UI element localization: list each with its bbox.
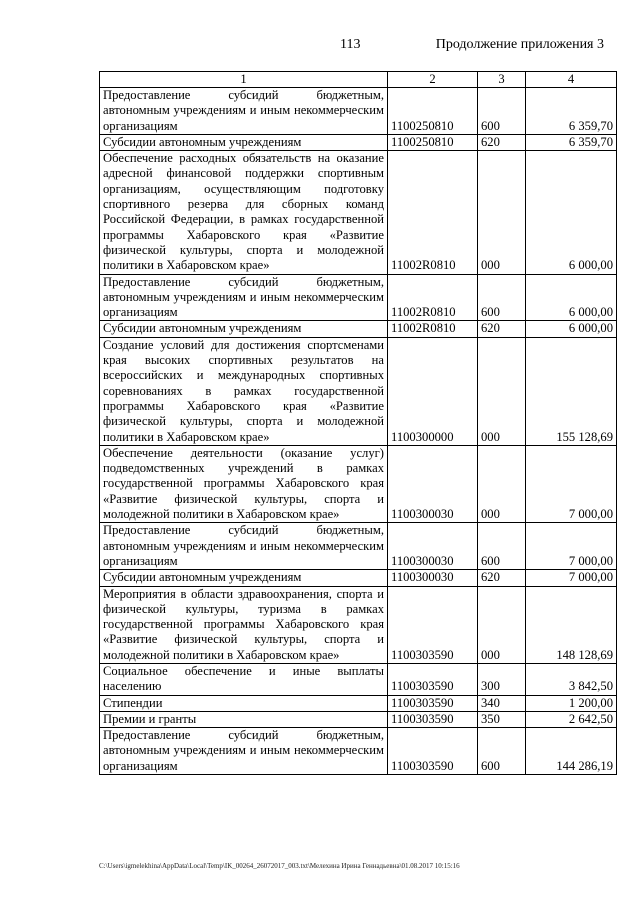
expense-name-cell: Субсидии автономным учреждениям (100, 134, 388, 150)
table-row (100, 337, 617, 445)
expense-type-code-cell: 350 (478, 711, 526, 727)
page-number: 113 (340, 37, 361, 52)
expense-name-cell: Мероприятия в области здравоохранения, спорта и физической культуры, туризма в рамках государственной программы Хабаровского края «Развитие физической культуры, спорта и молодежной политики в Хабаровском крае» (100, 586, 388, 663)
target-article-code-cell: 11002R0810 (388, 151, 478, 274)
expense-name-cell: Премии и гранты (100, 711, 388, 727)
target-article-code-cell: 1100300030 (388, 523, 478, 570)
table-row (100, 445, 617, 522)
amount-cell: 7 000,00 (526, 445, 617, 522)
table-row (100, 88, 617, 135)
expense-name-cell: Обеспечение расходных обязательств на оказание адресной финансовой поддержки спортивным организациям, осуществляющим подготовку спортивного резерва для сборных команд Российской Федерации, в рамках государственной программы Хабаровского края «Развитие физической культуры, спорта и молодежной политики в Хабаровском крае» (100, 151, 388, 274)
table-row (100, 274, 617, 321)
budget-table (99, 71, 617, 775)
amount-cell: 7 000,00 (526, 523, 617, 570)
column-header: 3 (478, 72, 526, 88)
table-row (100, 586, 617, 663)
target-article-code-cell: 11002R0810 (388, 321, 478, 337)
table-row (100, 570, 617, 586)
target-article-code-cell: 11002R0810 (388, 274, 478, 321)
expense-name-cell: Стипендии (100, 695, 388, 711)
expense-type-code-cell: 000 (478, 586, 526, 663)
table-row (100, 321, 617, 337)
document-file-path: C:\Users\igmelekhina\AppData\Local\Temp\IK_00264_26072017_003.txt\Мелехина Ирина Геннадьевна\01.08.2017 10:15:16 (99, 862, 460, 870)
expense-name-cell: Предоставление субсидий бюджетным, автономным учреждениям и иным некоммерческим организациям (100, 728, 388, 775)
target-article-code-cell: 1100300000 (388, 337, 478, 445)
table-row (100, 695, 617, 711)
amount-cell: 3 842,50 (526, 663, 617, 695)
target-article-code-cell: 1100303590 (388, 663, 478, 695)
expense-name-cell: Предоставление субсидий бюджетным, автономным учреждениям и иным некоммерческим организациям (100, 274, 388, 321)
expense-name-cell: Субсидии автономным учреждениям (100, 570, 388, 586)
amount-cell: 1 200,00 (526, 695, 617, 711)
expense-type-code-cell: 600 (478, 88, 526, 135)
amount-cell: 6 359,70 (526, 88, 617, 135)
table-header-row (100, 72, 617, 88)
target-article-code-cell: 1100303590 (388, 711, 478, 727)
expense-name-cell: Создание условий для достижения спортсменами края высоких спортивных результатов на всероссийских и международных спортивных соревнованиях в рамках государственной программы Хабаровского края «Развитие физической культуры, спорта и молодежной политики в Хабаровском крае» (100, 337, 388, 445)
target-article-code-cell: 1100303590 (388, 695, 478, 711)
expense-type-code-cell: 300 (478, 663, 526, 695)
expense-name-cell: Предоставление субсидий бюджетным, автономным учреждениям и иным некоммерческим организациям (100, 88, 388, 135)
amount-cell: 6 000,00 (526, 274, 617, 321)
amount-cell: 6 000,00 (526, 321, 617, 337)
expense-type-code-cell: 620 (478, 134, 526, 150)
expense-type-code-cell: 000 (478, 337, 526, 445)
expense-name-cell: Предоставление субсидий бюджетным, автономным учреждениям и иным некоммерческим организациям (100, 523, 388, 570)
amount-cell: 6 000,00 (526, 151, 617, 274)
column-header: 2 (388, 72, 478, 88)
expense-type-code-cell: 600 (478, 274, 526, 321)
expense-name-cell: Обеспечение деятельности (оказание услуг) подведомственных учреждений в рамках государственной программы Хабаровского края «Развитие физической культуры, спорта и молодежной политики в Хабаровском крае» (100, 445, 388, 522)
expense-name-cell: Субсидии автономным учреждениям (100, 321, 388, 337)
expense-type-code-cell: 600 (478, 728, 526, 775)
expense-type-code-cell: 000 (478, 151, 526, 274)
target-article-code-cell: 1100303590 (388, 728, 478, 775)
target-article-code-cell: 1100250810 (388, 134, 478, 150)
table-row (100, 151, 617, 274)
table-row (100, 134, 617, 150)
table-row (100, 663, 617, 695)
target-article-code-cell: 1100303590 (388, 586, 478, 663)
expense-type-code-cell: 340 (478, 695, 526, 711)
target-article-code-cell: 1100300030 (388, 570, 478, 586)
amount-cell: 6 359,70 (526, 134, 617, 150)
target-article-code-cell: 1100300030 (388, 445, 478, 522)
amount-cell: 155 128,69 (526, 337, 617, 445)
table-row (100, 711, 617, 727)
expense-type-code-cell: 000 (478, 445, 526, 522)
amount-cell: 148 128,69 (526, 586, 617, 663)
appendix-continuation-label: Продолжение приложения 3 (435, 37, 604, 52)
expense-type-code-cell: 620 (478, 570, 526, 586)
column-header: 4 (526, 72, 617, 88)
table-row (100, 728, 617, 775)
column-header: 1 (100, 72, 388, 88)
amount-cell: 144 286,19 (526, 728, 617, 775)
amount-cell: 7 000,00 (526, 570, 617, 586)
expense-type-code-cell: 600 (478, 523, 526, 570)
table-row (100, 523, 617, 570)
expense-name-cell: Социальное обеспечение и иные выплаты населению (100, 663, 388, 695)
expense-type-code-cell: 620 (478, 321, 526, 337)
target-article-code-cell: 1100250810 (388, 88, 478, 135)
amount-cell: 2 642,50 (526, 711, 617, 727)
